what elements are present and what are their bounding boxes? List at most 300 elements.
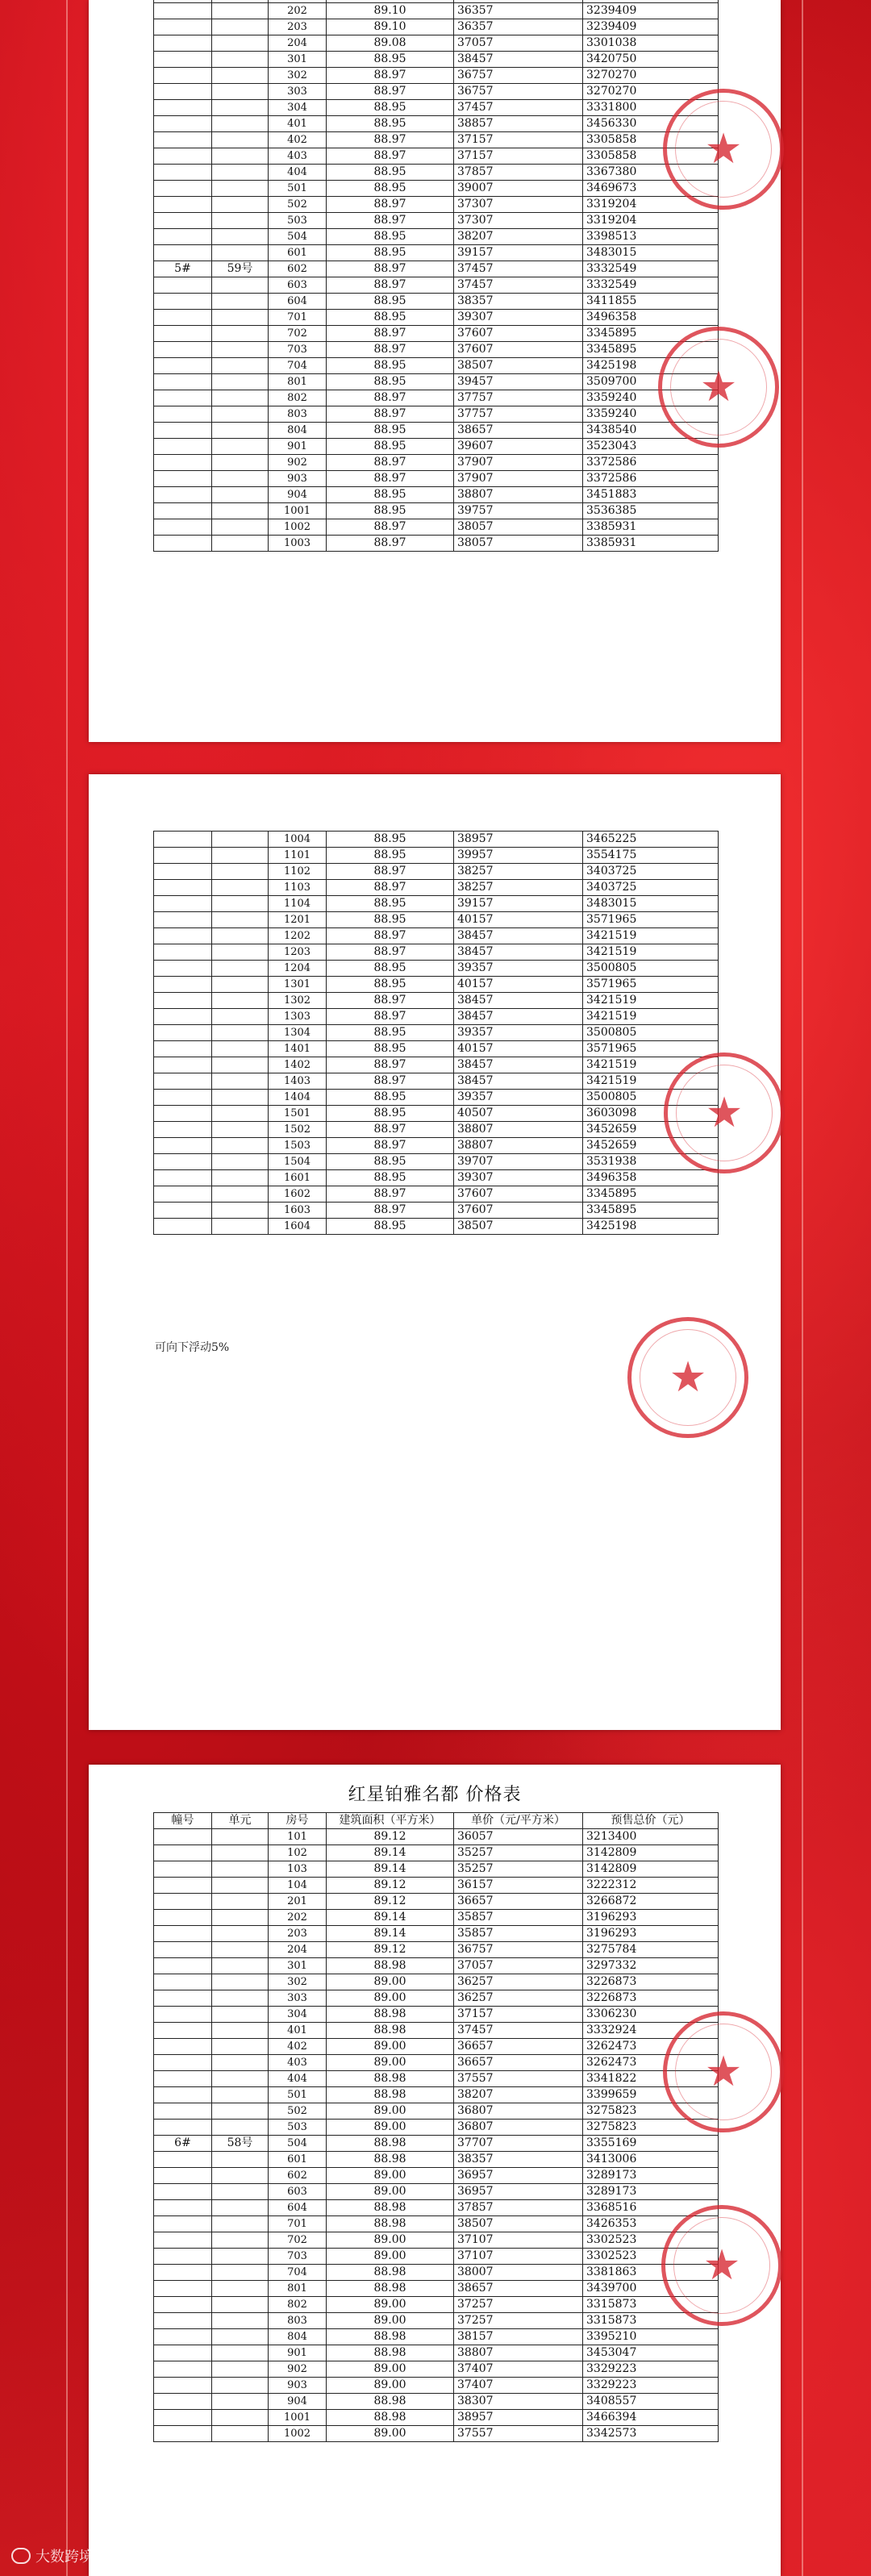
unit-price-cell: 38457 (454, 993, 583, 1009)
room-cell: 302 (269, 1974, 327, 1990)
building-cell (154, 1845, 212, 1861)
unit-cell (212, 2297, 269, 2313)
room-cell: 802 (269, 390, 327, 406)
room-cell: 1504 (269, 1154, 327, 1170)
area-cell: 88.97 (327, 390, 454, 406)
area-cell: 88.95 (327, 912, 454, 928)
total-price-cell: 3305858 (583, 132, 719, 148)
area-cell: 88.97 (327, 993, 454, 1009)
building-cell (154, 896, 212, 912)
area-cell: 88.97 (327, 1009, 454, 1025)
total-price-cell: 3332924 (583, 2023, 719, 2039)
building-cell (154, 294, 212, 310)
building-cell (154, 977, 212, 993)
header-area: 建筑面积（平方米） (327, 1813, 454, 1829)
unit-cell (212, 536, 269, 552)
total-price-cell: 3345895 (583, 326, 719, 342)
room-cell: 1501 (269, 1106, 327, 1122)
room-cell: 901 (269, 439, 327, 455)
building-cell (154, 2184, 212, 2200)
unit-price-cell: 37257 (454, 2313, 583, 2329)
table-row (154, 1829, 719, 1845)
area-cell: 89.12 (327, 1942, 454, 1958)
building-cell (154, 390, 212, 406)
room-cell: 504 (269, 2136, 327, 2152)
table-row (154, 326, 719, 342)
building-cell (154, 961, 212, 977)
table-row (154, 2103, 719, 2120)
room-cell: 304 (269, 2007, 327, 2023)
unit-cell (212, 390, 269, 406)
area-cell: 88.97 (327, 864, 454, 880)
building-cell (154, 52, 212, 68)
unit-price-cell: 38507 (454, 1219, 583, 1235)
unit-price-cell: 38457 (454, 1073, 583, 1090)
unit-price-cell: 38057 (454, 536, 583, 552)
area-cell: 88.98 (327, 2216, 454, 2232)
unit-price-cell: 38457 (454, 928, 583, 944)
building-cell (154, 1878, 212, 1894)
room-cell: 701 (269, 310, 327, 326)
building-cell (154, 310, 212, 326)
building-cell (154, 406, 212, 423)
room-cell: 502 (269, 2103, 327, 2120)
header-unit-price: 单价（元/平方米） (454, 1813, 583, 1829)
area-cell: 89.00 (327, 2249, 454, 2265)
area-cell: 88.98 (327, 2071, 454, 2087)
unit-cell (212, 848, 269, 864)
area-cell: 88.98 (327, 2136, 454, 2152)
unit-price-cell: 36957 (454, 2184, 583, 2200)
table-row (154, 2184, 719, 2200)
unit-cell (212, 374, 269, 390)
area-cell: 88.97 (327, 519, 454, 536)
building-cell (154, 1186, 212, 1203)
table-row (154, 1025, 719, 1041)
table-header-row (154, 1813, 719, 1829)
unit-price-cell: 37607 (454, 326, 583, 342)
unit-cell (212, 1894, 269, 1910)
header-unit: 单元 (212, 1813, 269, 1829)
total-price-cell: 3367380 (583, 165, 719, 181)
area-cell: 88.97 (327, 326, 454, 342)
area-cell: 88.98 (327, 2329, 454, 2345)
unit-price-cell: 38957 (454, 2410, 583, 2426)
total-price-cell: 3315873 (583, 2313, 719, 2329)
area-cell: 89.00 (327, 2313, 454, 2329)
unit-cell (212, 1186, 269, 1203)
room-cell: 1603 (269, 1203, 327, 1219)
room-cell: 304 (269, 100, 327, 116)
building-cell (154, 1926, 212, 1942)
table-row (154, 2394, 719, 2410)
room-cell: 204 (269, 35, 327, 52)
total-price-cell: 3222312 (583, 1878, 719, 1894)
price-table-2 (153, 831, 719, 1235)
unit-cell (212, 2007, 269, 2023)
building-cell (154, 1154, 212, 1170)
area-cell: 89.12 (327, 1829, 454, 1845)
table-row (154, 229, 719, 245)
room-cell: 1302 (269, 993, 327, 1009)
unit-price-cell: 36807 (454, 2120, 583, 2136)
unit-cell (212, 197, 269, 213)
building-cell (154, 2265, 212, 2281)
unit-price-cell: 37157 (454, 132, 583, 148)
room-cell: 804 (269, 2329, 327, 2345)
area-cell: 88.97 (327, 1057, 454, 1073)
total-price-cell: 3403725 (583, 880, 719, 896)
table-row (154, 2265, 719, 2281)
unit-price-cell: 37057 (454, 1958, 583, 1974)
unit-cell (212, 2087, 269, 2103)
unit-cell (212, 2265, 269, 2281)
unit-cell (212, 2426, 269, 2442)
area-cell: 88.98 (327, 2281, 454, 2297)
area-cell: 88.95 (327, 1106, 454, 1122)
room-cell: 903 (269, 471, 327, 487)
unit-cell (212, 487, 269, 503)
table-row (154, 487, 719, 503)
building-cell (154, 165, 212, 181)
room-cell: 604 (269, 2200, 327, 2216)
area-cell: 88.95 (327, 165, 454, 181)
unit-cell (212, 116, 269, 132)
room-cell: 1601 (269, 1170, 327, 1186)
total-price-cell: 3359240 (583, 390, 719, 406)
building-cell (154, 2216, 212, 2232)
total-price-cell: 3275784 (583, 1942, 719, 1958)
room-cell: 1404 (269, 1090, 327, 1106)
room-cell: 302 (269, 68, 327, 84)
unit-cell (212, 52, 269, 68)
building-cell: 6# (154, 2136, 212, 2152)
area-cell: 89.14 (327, 1926, 454, 1942)
area-cell: 88.95 (327, 977, 454, 993)
table-row (154, 1942, 719, 1958)
building-cell (154, 148, 212, 165)
table-row (154, 390, 719, 406)
table-row (154, 2200, 719, 2216)
unit-cell (212, 68, 269, 84)
room-cell: 504 (269, 229, 327, 245)
building-cell (154, 1861, 212, 1878)
unit-price-cell: 38457 (454, 52, 583, 68)
building-cell (154, 487, 212, 503)
room-cell: 402 (269, 2039, 327, 2055)
table-row (154, 245, 719, 261)
total-price-cell: 3425198 (583, 1219, 719, 1235)
total-price-cell: 3196293 (583, 1926, 719, 1942)
table-row (154, 977, 719, 993)
room-cell: 1201 (269, 912, 327, 928)
unit-cell (212, 993, 269, 1009)
table-row (154, 100, 719, 116)
unit-price-cell: 39357 (454, 1025, 583, 1041)
table-row (154, 993, 719, 1009)
building-cell (154, 536, 212, 552)
total-price-cell: 3239409 (583, 3, 719, 19)
unit-price-cell: 39457 (454, 374, 583, 390)
unit-cell (212, 2216, 269, 2232)
room-cell: 1402 (269, 1057, 327, 1073)
total-price-cell: 3465225 (583, 832, 719, 848)
unit-cell (212, 165, 269, 181)
unit-cell (212, 471, 269, 487)
room-cell: 602 (269, 2168, 327, 2184)
building-cell (154, 455, 212, 471)
unit-price-cell: 40157 (454, 912, 583, 928)
building-cell (154, 1958, 212, 1974)
table-row (154, 896, 719, 912)
room-cell: 1604 (269, 1219, 327, 1235)
price-table-1 (153, 0, 719, 552)
building-cell (154, 2313, 212, 2329)
table-row (154, 2329, 719, 2345)
unit-cell (212, 1926, 269, 1942)
area-cell: 88.97 (327, 132, 454, 148)
unit-price-cell: 37407 (454, 2361, 583, 2378)
table-row (154, 1958, 719, 1974)
frame-line-left (66, 0, 68, 2576)
total-price-cell: 3372586 (583, 455, 719, 471)
area-cell: 89.12 (327, 1894, 454, 1910)
total-price-cell: 3395210 (583, 2329, 719, 2345)
total-price-cell: 3531938 (583, 1154, 719, 1170)
unit-price-cell: 36757 (454, 68, 583, 84)
area-cell: 88.95 (327, 896, 454, 912)
building-cell (154, 374, 212, 390)
area-cell: 88.95 (327, 832, 454, 848)
area-cell: 88.97 (327, 261, 454, 277)
area-cell: 88.97 (327, 406, 454, 423)
area-cell: 88.97 (327, 1073, 454, 1090)
total-price-cell: 3319204 (583, 197, 719, 213)
unit-cell (212, 100, 269, 116)
building-cell (154, 880, 212, 896)
table-row (154, 519, 719, 536)
building-cell (154, 2120, 212, 2136)
unit-price-cell: 37907 (454, 455, 583, 471)
unit-price-cell: 36657 (454, 2039, 583, 2055)
room-cell: 901 (269, 2345, 327, 2361)
area-cell: 88.97 (327, 148, 454, 165)
unit-price-cell: 38657 (454, 2281, 583, 2297)
building-cell (154, 100, 212, 116)
room-cell: 404 (269, 165, 327, 181)
page-title: 红星铂雅名都 价格表 (348, 1785, 522, 1805)
table-row (154, 1894, 719, 1910)
float-note: 可向下浮动5% (155, 1341, 230, 1354)
table-row (154, 1041, 719, 1057)
area-cell: 88.98 (327, 2152, 454, 2168)
table-row (154, 2281, 719, 2297)
unit-cell (212, 2281, 269, 2297)
building-cell (154, 2281, 212, 2297)
unit-price-cell: 37607 (454, 342, 583, 358)
area-cell: 88.95 (327, 310, 454, 326)
building-cell (154, 519, 212, 536)
room-cell: 1502 (269, 1122, 327, 1138)
unit-cell (212, 1009, 269, 1025)
total-price-cell: 3439700 (583, 2281, 719, 2297)
room-cell: 301 (269, 52, 327, 68)
header-building: 幢号 (154, 1813, 212, 1829)
area-cell: 88.98 (327, 2007, 454, 2023)
area-cell: 88.95 (327, 100, 454, 116)
table-row (154, 213, 719, 229)
unit-cell (212, 503, 269, 519)
table-row (154, 294, 719, 310)
area-cell: 88.98 (327, 2410, 454, 2426)
area-cell: 88.97 (327, 1122, 454, 1138)
area-cell: 88.95 (327, 294, 454, 310)
room-cell: 904 (269, 487, 327, 503)
area-cell: 88.95 (327, 181, 454, 197)
unit-price-cell: 38507 (454, 358, 583, 374)
total-price-cell: 3425198 (583, 358, 719, 374)
price-sheet-2 (89, 774, 781, 1730)
unit-price-cell: 38457 (454, 1057, 583, 1073)
area-cell: 88.95 (327, 1170, 454, 1186)
room-cell: 703 (269, 342, 327, 358)
table-row (154, 1090, 719, 1106)
table-row (154, 1974, 719, 1990)
table-row (154, 68, 719, 84)
total-price-cell: 3413006 (583, 2152, 719, 2168)
table-row (154, 52, 719, 68)
room-cell: 102 (269, 1845, 327, 1861)
total-price-cell: 3341822 (583, 2071, 719, 2087)
table-row (154, 2345, 719, 2361)
unit-price-cell: 36757 (454, 84, 583, 100)
table-row (154, 2023, 719, 2039)
building-cell (154, 1219, 212, 1235)
table-row (154, 84, 719, 100)
table-row (154, 2410, 719, 2426)
unit-price-cell: 36657 (454, 1894, 583, 1910)
room-cell: 301 (269, 1958, 327, 1974)
building-cell (154, 1106, 212, 1122)
total-price-cell: 3571965 (583, 912, 719, 928)
building-cell (154, 2103, 212, 2120)
area-cell: 88.95 (327, 439, 454, 455)
building-cell (154, 1910, 212, 1926)
unit-cell (212, 294, 269, 310)
table-row (154, 2087, 719, 2103)
area-cell: 88.95 (327, 1041, 454, 1057)
area-cell: 88.98 (327, 2087, 454, 2103)
unit-cell (212, 2184, 269, 2200)
total-price-cell: 3523043 (583, 439, 719, 455)
room-cell: 701 (269, 2216, 327, 2232)
table-row (154, 503, 719, 519)
building-cell (154, 132, 212, 148)
total-price-cell: 3213400 (583, 1829, 719, 1845)
total-price-cell: 3500805 (583, 1025, 719, 1041)
room-cell: 402 (269, 132, 327, 148)
area-cell: 89.08 (327, 35, 454, 52)
building-cell: 5# (154, 261, 212, 277)
table-row (154, 2071, 719, 2087)
unit-cell (212, 1958, 269, 1974)
total-price-cell: 3421519 (583, 928, 719, 944)
building-cell (154, 848, 212, 864)
room-cell: 503 (269, 213, 327, 229)
building-cell (154, 116, 212, 132)
unit-price-cell: 37107 (454, 2249, 583, 2265)
unit-price-cell: 38807 (454, 487, 583, 503)
total-price-cell: 3270270 (583, 84, 719, 100)
building-cell (154, 358, 212, 374)
total-price-cell: 3408557 (583, 2394, 719, 2410)
area-cell: 89.00 (327, 2055, 454, 2071)
unit-cell (212, 912, 269, 928)
total-price-cell: 3411855 (583, 294, 719, 310)
room-cell: 601 (269, 245, 327, 261)
unit-price-cell: 35857 (454, 1926, 583, 1942)
unit-cell (212, 2152, 269, 2168)
room-cell: 703 (269, 2249, 327, 2265)
unit-cell (212, 2249, 269, 2265)
building-cell (154, 1990, 212, 2007)
unit-price-cell: 36757 (454, 1942, 583, 1958)
table-row (154, 1219, 719, 1235)
room-cell: 903 (269, 2378, 327, 2394)
area-cell: 88.97 (327, 342, 454, 358)
building-cell (154, 2410, 212, 2426)
table-row (154, 2232, 719, 2249)
star-icon: ★ (669, 1353, 707, 1402)
table-row (154, 3, 719, 19)
unit-price-cell: 39007 (454, 181, 583, 197)
area-cell: 88.98 (327, 2345, 454, 2361)
area-cell: 88.97 (327, 455, 454, 471)
room-cell: 1101 (269, 848, 327, 864)
building-cell (154, 2361, 212, 2378)
unit-cell (212, 358, 269, 374)
total-price-cell: 3452659 (583, 1122, 719, 1138)
room-cell: 1102 (269, 864, 327, 880)
unit-cell (212, 928, 269, 944)
total-price-cell: 3196293 (583, 1910, 719, 1926)
unit-cell (212, 1090, 269, 1106)
unit-price-cell: 38257 (454, 864, 583, 880)
unit-cell (212, 148, 269, 165)
table-row (154, 1122, 719, 1138)
building-cell (154, 2055, 212, 2071)
unit-cell (212, 2103, 269, 2120)
area-cell: 89.14 (327, 1845, 454, 1861)
total-price-cell: 3399659 (583, 2087, 719, 2103)
building-cell (154, 1829, 212, 1845)
table-row (154, 832, 719, 848)
total-price-cell: 3359240 (583, 406, 719, 423)
table-row (154, 406, 719, 423)
area-cell: 88.98 (327, 2394, 454, 2410)
unit-cell (212, 1910, 269, 1926)
unit-cell (212, 2055, 269, 2071)
building-cell (154, 2200, 212, 2216)
unit-price-cell: 38007 (454, 2265, 583, 2281)
area-cell: 89.00 (327, 2168, 454, 2184)
room-cell: 1002 (269, 2426, 327, 2442)
unit-price-cell: 37307 (454, 197, 583, 213)
unit-cell (212, 342, 269, 358)
total-price-cell: 3331800 (583, 100, 719, 116)
price-sheet-1 (89, 0, 781, 742)
total-price-cell: 3332549 (583, 277, 719, 294)
